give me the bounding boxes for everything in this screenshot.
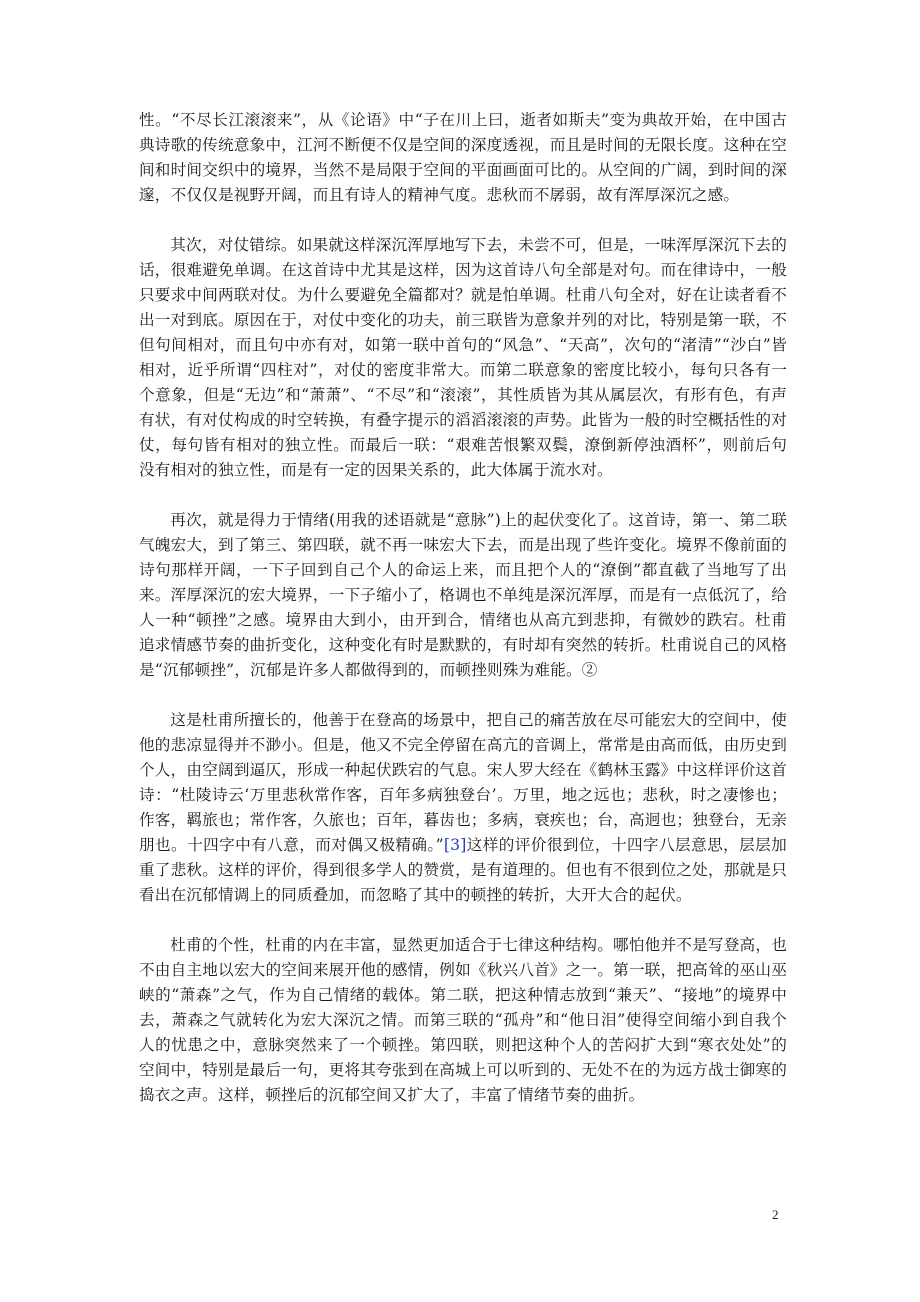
document-body <box>139 108 787 1133</box>
page-number: 2 <box>772 1207 779 1222</box>
paragraph-3: 再次，就是得力于情绪(用我的述语就是“意脉”)上的起伏变化了。这首诗，第一、第二联气魄宏大，到了第三、第四联，就不再一味宏大下去，而是出现了些许变化。境界不像前面的诗句那样开阔，一下子回到自己个人的命运上来，而且把个人的“潦倒”都直截了当地写了出来。浑厚深沉的宏大境界，一下子缩小了，格调也不单纯是深沉浑厚，而是有一点低沉了，给人一种“顿挫”之感。境界由大到小，由开到合，情绪也从高亢到悲抑，有微妙的跌宕。杜甫追求情感节奏的曲折变化，这种变化有时是默默的，有时却有突然的转折。杜甫说自己的风格是“沉郁顿挫”，沉郁是许多人都做得到的，而顿挫则殊为难能。② <box>139 511 787 679</box>
citation-link[interactable]: [3] <box>443 836 467 854</box>
paragraph-1: 性。“不尽长江滚滚来”，从《论语》中“子在川上曰，逝者如斯夫”变为典故开始，在中国古典诗歌的传统意象中，江河不断便不仅是空间的深度透视，而且是时间的无限长度。这种在空间和时间交织中的境界，当然不是局限于空间的平面画面可比的。从空间的广阔，到时间的深邃，不仅仅是视野开阔，而且有诗人的精神气度。悲秋而不孱弱，故有浑厚深沉之感。 <box>139 111 787 204</box>
paragraph-4-text-after: 这样的评价很到位，十四字八层意思，层层加重了悲秋。这样的评价，得到很多学人的赞赏，是有道理的。但也有不很到位之处，那就是只看出在沉郁情调上的同质叠加，而忽略了其中的顿挫的转折，大开大合的起伏。 <box>139 836 787 904</box>
paragraph-5: 杜甫的个性，杜甫的内在丰富，显然更加适合于七律这种结构。哪怕他并不是写登高，也不由自主地以宏大的空间来展开他的感情，例如《秋兴八首》之一。第一联，把高耸的巫山巫峡的“萧森”之气，作为自己情绪的载体。第二联，把这种情志放到“兼天”、“接地”的境界中去，萧森之气就转化为宏大深沉之情。而第三联的“孤舟”和“他日泪”使得空间缩小到自我个人的忧患之中，意脉突然来了一个顿挫。第四联，则把这种个人的苦闷扩大到“寒衣处处”的空间中，特别是最后一句，更将其夸张到在高城上可以听到的、无处不在的为远方战士御寒的捣衣之声。这样，顿挫后的沉郁空间又扩大了，丰富了情绪节奏的曲折。 <box>139 936 787 1104</box>
paragraph-2: 其次，对仗错综。如果就这样深沉浑厚地写下去，未尝不可，但是，一味浑厚深沉下去的话，很难避免单调。在这首诗中尤其是这样，因为这首诗八句全部是对句。而在律诗中，一般只要求中间两联对仗。为什么要避免全篇都对？就是怕单调。杜甫八句全对，好在让读者看不出一对到底。原因在于，对仗中变化的功夫，前三联皆为意象并列的对比，特别是第一联，不但句间相对，而且句中亦有对，如第一联中首句的“风急”、“天高”，次句的“渚清”“沙白”皆相对，近乎所谓“四柱对”，对仗的密度非常大。而第二联意象的密度比较小，每句只各有一个意象，但是“无边”和“萧萧”、“不尽”和“滚滚”，其性质皆为其从属层次，有形有色，有声有状，有对仗构成的时空转换，有叠字提示的滔滔滚滚的声势。此皆为一般的时空概括性的对仗，每句皆有相对的独立性。而最后一联：“艰难苦恨繁双鬓，潦倒新停浊酒杯”，则前后句没有相对的独立性，而是有一定的因果关系的，此大体属于流水对。 <box>139 236 787 479</box>
paragraph-4 <box>139 708 787 908</box>
paragraph-4-text-before: 这是杜甫所擅长的，他善于在登高的场景中，把自己的痛苦放在尽可能宏大的空间中，使他的悲凉显得并不渺小。但是，他又不完全停留在高亢的音调上，常常是由高而低，由历史到个人，由空阔到逼仄，形成一种起伏跌宕的气息。宋人罗大经在《鹤林玉露》中这样评价这首诗：“杜陵诗云‘万里悲秋常作客，百年多病独登台’。万里，地之远也；悲秋，时之凄惨也；作客，羁旅也；常作客，久旅也；百年，暮齿也；多病，衰疾也；台，高迥也；独登台，无亲朋也。十四字中有八意，而对偶又极精确。” <box>139 711 787 854</box>
